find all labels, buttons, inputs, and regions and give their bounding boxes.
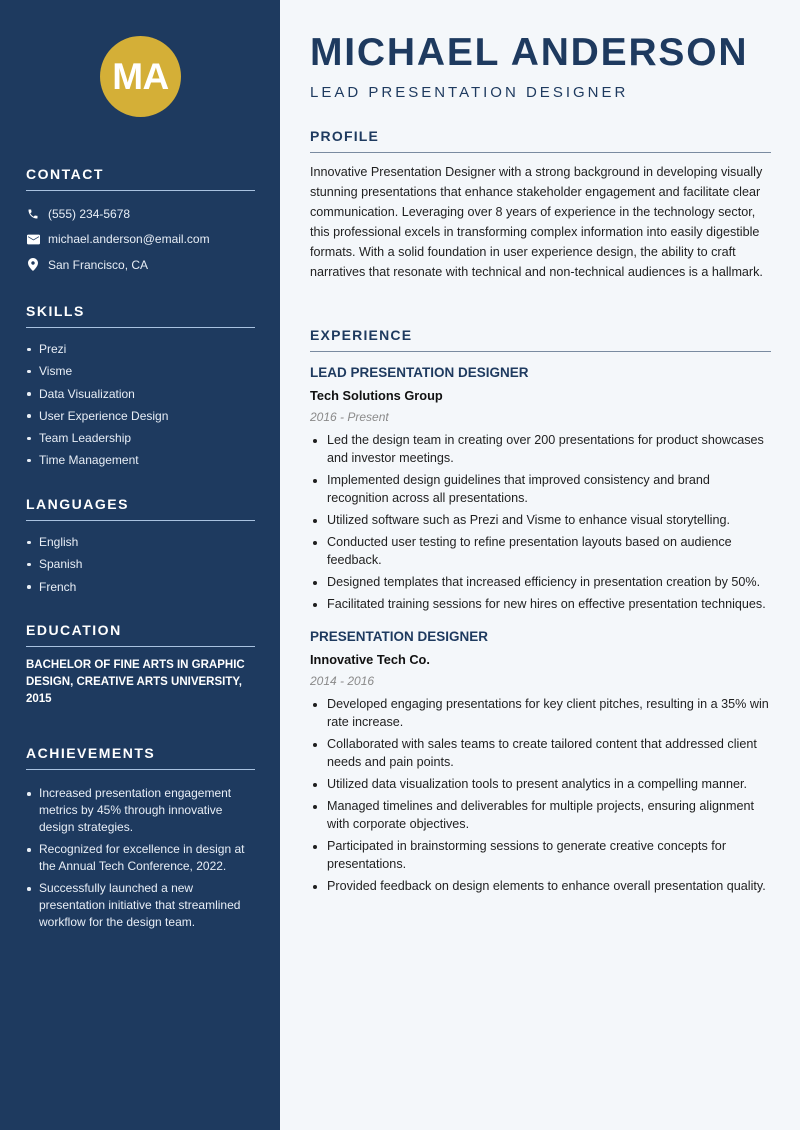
education-degree: BACHELOR OF FINE ARTS IN GRAPHIC DESIGN, CREATIVE ARTS UNIVERSITY, 2015 <box>26 659 245 705</box>
achievements-list <box>26 785 255 931</box>
job-entry <box>310 363 771 613</box>
profile-section <box>310 128 771 282</box>
job-entry <box>310 627 771 895</box>
languages-list <box>26 531 255 598</box>
job-bullet: Participated in brainstorming sessions to generate creative concepts for presentations. <box>310 837 771 873</box>
job-dates: 2014 - 2016 <box>310 674 375 688</box>
job-title: PRESENTATION DESIGNER <box>310 629 489 644</box>
contact-email <box>26 227 255 253</box>
language-item: French <box>26 576 255 598</box>
job-company: Tech Solutions Group <box>310 388 443 403</box>
achievement-item: Increased presentation engagement metrics by 45% through innovative design strategies. <box>26 785 255 836</box>
candidate-name: MICHAEL ANDERSON <box>310 31 749 74</box>
job-bullets <box>310 431 771 613</box>
location-text: San Francisco, CA <box>48 257 149 272</box>
skill-item: Data Visualization <box>26 383 255 405</box>
profile-heading: PROFILE <box>310 128 771 153</box>
job-bullet: Utilized software such as Prezi and Visme to enhance visual storytelling. <box>310 511 771 529</box>
email-text: michael.anderson@email.com <box>48 232 210 247</box>
avatar <box>100 36 181 117</box>
skill-item: Visme <box>26 360 255 382</box>
job-bullet: Conducted user testing to refine presentation layouts based on audience feedback. <box>310 533 771 569</box>
achievement-item: Successfully launched a new presentation initiative that streamlined workflow for the design team. <box>26 880 255 931</box>
contact-phone <box>26 201 255 227</box>
education-section <box>26 622 255 708</box>
language-item: Spanish <box>26 553 255 575</box>
job-bullet: Collaborated with sales teams to create tailored content that addressed client needs and pain points. <box>310 735 771 771</box>
skills-list <box>26 338 255 472</box>
job-bullets <box>310 695 771 895</box>
contact-location <box>26 252 255 278</box>
job-bullet: Provided feedback on design elements to enhance overall presentation quality. <box>310 877 771 895</box>
job-bullet: Implemented design guidelines that improved consistency and brand recognition across all presentations. <box>310 471 771 507</box>
experience-section <box>310 327 771 909</box>
job-bullet: Designed templates that increased efficiency in presentation creation by 50%. <box>310 573 771 591</box>
job-bullet: Utilized data visualization tools to present analytics in a compelling manner. <box>310 775 771 793</box>
avatar-initials: MA <box>112 55 169 97</box>
contact-section <box>26 166 255 278</box>
job-bullet: Led the design team in creating over 200 presentations for product showcases and investor meetings. <box>310 431 771 467</box>
phone-text: (555) 234-5678 <box>48 206 131 221</box>
job-company: Innovative Tech Co. <box>310 652 430 667</box>
job-dates: 2016 - Present <box>310 410 389 424</box>
skills-section <box>26 303 255 472</box>
achievements-section <box>26 745 255 936</box>
skill-item: Prezi <box>26 338 255 360</box>
email-icon <box>26 232 40 246</box>
skill-item: Team Leadership <box>26 427 255 449</box>
achievements-heading: ACHIEVEMENTS <box>26 745 255 770</box>
language-item: English <box>26 531 255 553</box>
experience-heading: EXPERIENCE <box>310 327 771 352</box>
achievement-item: Recognized for excellence in design at the Annual Tech Conference, 2022. <box>26 841 255 875</box>
languages-section <box>26 496 255 598</box>
skill-item: User Experience Design <box>26 405 255 427</box>
skill-item: Time Management <box>26 449 255 471</box>
job-bullet: Facilitated training sessions for new hires on effective presentation techniques. <box>310 595 771 613</box>
job-bullet: Managed timelines and deliverables for multiple projects, ensuring alignment with corporate objectives. <box>310 797 771 833</box>
contact-heading: CONTACT <box>26 166 255 191</box>
candidate-title: LEAD PRESENTATION DESIGNER <box>310 84 629 101</box>
job-title: LEAD PRESENTATION DESIGNER <box>310 365 529 380</box>
phone-icon <box>26 207 40 221</box>
job-bullet: Developed engaging presentations for key client pitches, resulting in a 35% win rate increase. <box>310 695 771 731</box>
skills-heading: SKILLS <box>26 303 255 328</box>
profile-text: Innovative Presentation Designer with a strong background in developing visually stunning presentations that enhance stakeholder engagement and facilitate clear communication. Leveraging over 8 years of experience in the technology sector, this professional excels in transforming complex information into easily digestible formats. With a solid foundation in user experience design, the ability to craft narratives that resonate with technical and non-technical audiences is a hallmark. <box>310 165 763 279</box>
education-heading: EDUCATION <box>26 622 255 647</box>
location-icon <box>26 258 40 272</box>
languages-heading: LANGUAGES <box>26 496 255 521</box>
sidebar <box>0 0 280 1130</box>
